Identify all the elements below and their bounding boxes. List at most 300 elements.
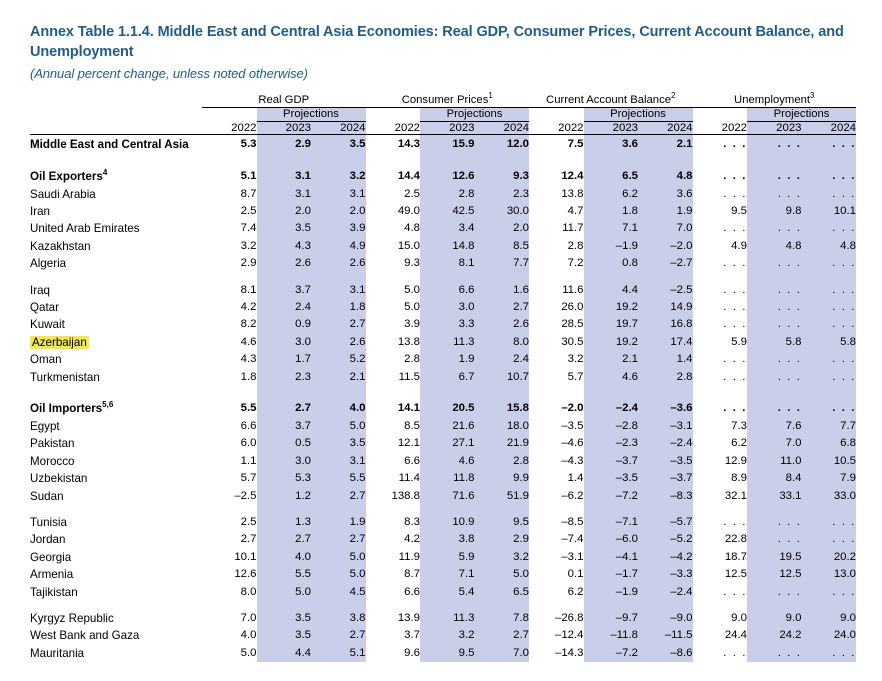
table-cell: 21.9 bbox=[475, 435, 530, 452]
table-cell: . . . bbox=[802, 514, 857, 531]
table-row bbox=[30, 514, 856, 531]
spacer-cell bbox=[475, 273, 530, 282]
table-cell: –4.6 bbox=[561, 437, 584, 450]
spacer-cell bbox=[311, 505, 366, 514]
table-cell: 15.9 bbox=[420, 134, 475, 154]
table-cell: 14.3 bbox=[366, 134, 421, 154]
table-cell: 26.0 bbox=[561, 301, 584, 314]
table-cell: 7.1 bbox=[420, 566, 475, 583]
footnote-marker: 5,6 bbox=[102, 400, 114, 410]
table-cell: 7.1 bbox=[584, 220, 639, 237]
table-cell: 2.7 bbox=[311, 627, 366, 644]
table-cell: 2.4 bbox=[257, 299, 312, 316]
row-label: Middle East and Central Asia bbox=[30, 134, 202, 154]
table-cell: 5.9 bbox=[420, 549, 475, 566]
table-cell: –2.4 bbox=[638, 435, 693, 452]
row-label: Oil Exporters$^4$ bbox=[30, 167, 108, 183]
table-cell: 4.2 bbox=[240, 301, 257, 314]
year-header: 2022 bbox=[231, 121, 257, 134]
table-cell: . . . bbox=[747, 220, 802, 237]
table-cell: 9.0 bbox=[747, 610, 802, 627]
table-cell: 2.5 bbox=[240, 205, 257, 218]
table-cell: 9.8 bbox=[747, 203, 802, 220]
table-cell: 3.8 bbox=[420, 531, 475, 548]
spacer-cell bbox=[529, 386, 584, 395]
table-cell: 7.3 bbox=[731, 419, 748, 432]
table-cell: 10.1 bbox=[802, 203, 857, 220]
table-cell: 11.3 bbox=[420, 334, 475, 351]
table-cell: –3.3 bbox=[638, 566, 693, 583]
spacer-cell bbox=[257, 154, 312, 163]
table-cell: . . . bbox=[802, 531, 857, 548]
table-cell: –5.7 bbox=[638, 514, 693, 531]
table-cell: . . . bbox=[802, 299, 857, 316]
table-cell: 5.3 bbox=[202, 134, 257, 154]
table-cell: 0.8 bbox=[584, 255, 639, 272]
table-cell: –3.7 bbox=[638, 470, 693, 487]
table-cell: 8.5 bbox=[404, 419, 420, 432]
table-cell: 5.4 bbox=[420, 584, 475, 601]
row-label: Iraq bbox=[30, 283, 50, 297]
table-cell: 6.2 bbox=[584, 186, 639, 203]
table-row bbox=[30, 488, 856, 505]
table-cell: 11.5 bbox=[398, 370, 420, 383]
table-cell: –2.0 bbox=[561, 401, 584, 414]
table-cell: –8.6 bbox=[638, 645, 693, 662]
header-projections-row bbox=[30, 108, 856, 122]
table-cell: 8.4 bbox=[747, 470, 802, 487]
table-cell: 5.0 bbox=[404, 283, 420, 296]
table-cell: 7.0 bbox=[240, 612, 257, 625]
footnote-marker: 3 bbox=[810, 91, 815, 100]
group-header-consumer-prices bbox=[366, 91, 530, 108]
year-header: 2023 bbox=[257, 122, 312, 135]
header-year-row bbox=[30, 122, 856, 135]
spacer-cell bbox=[638, 386, 693, 395]
table-cell: 5.0 bbox=[311, 549, 366, 566]
table-cell: . . . bbox=[802, 645, 857, 662]
table-row bbox=[30, 453, 856, 470]
table-cell: –1.9 bbox=[584, 584, 639, 601]
table-cell: . . . bbox=[802, 351, 857, 368]
spacer-cell bbox=[747, 273, 802, 282]
table-cell: –2.4 bbox=[638, 584, 693, 601]
table-cell: . . . bbox=[723, 401, 748, 414]
table-cell: 7.4 bbox=[240, 222, 257, 235]
table-cell: 19.7 bbox=[584, 316, 639, 333]
spacer-cell bbox=[529, 273, 584, 282]
spacer-cell bbox=[257, 505, 312, 514]
table-cell: . . . bbox=[802, 369, 857, 386]
table-cell: 10.5 bbox=[802, 453, 857, 470]
table-cell: 5.2 bbox=[311, 351, 366, 368]
row-label: Kuwait bbox=[30, 318, 65, 332]
row-label: Turkmenistan bbox=[30, 370, 100, 384]
table-cell: 33.0 bbox=[802, 488, 857, 505]
table-cell: 12.9 bbox=[724, 454, 748, 467]
table-cell: 3.1 bbox=[311, 186, 366, 203]
spacer-cell bbox=[202, 273, 257, 282]
spacer-cell bbox=[30, 273, 202, 282]
table-cell: 3.7 bbox=[404, 629, 420, 642]
row-spacer bbox=[30, 273, 856, 282]
table-cell: 2.7 bbox=[311, 488, 366, 505]
table-cell: 2.6 bbox=[475, 316, 530, 333]
spacer-cell bbox=[366, 154, 421, 163]
table-cell: 5.0 bbox=[311, 418, 366, 435]
table-cell: 24.2 bbox=[747, 627, 802, 644]
table-cell: . . . bbox=[747, 299, 802, 316]
table-cell: 4.9 bbox=[731, 239, 748, 252]
spacer-cell bbox=[693, 154, 748, 163]
row-label: Tajikistan bbox=[30, 585, 78, 599]
table-cell: 33.1 bbox=[747, 488, 802, 505]
table-cell: 3.5 bbox=[257, 627, 312, 644]
table-cell: 5.7 bbox=[240, 472, 257, 485]
table-cell: 4.0 bbox=[257, 549, 312, 566]
spacer-cell bbox=[30, 386, 202, 395]
table-cell: 2.7 bbox=[311, 531, 366, 548]
table-cell: 1.8 bbox=[311, 299, 366, 316]
table-cell: . . . bbox=[802, 255, 857, 272]
spacer-cell bbox=[311, 154, 366, 163]
table-cell: 5.9 bbox=[731, 335, 748, 348]
table-cell: 18.7 bbox=[724, 550, 748, 563]
table-cell: 0.1 bbox=[567, 568, 584, 581]
table-cell: 3.4 bbox=[420, 220, 475, 237]
table-cell: 6.6 bbox=[404, 454, 420, 467]
table-cell: 2.0 bbox=[311, 203, 366, 220]
table-cell: 8.9 bbox=[731, 472, 748, 485]
table-cell: –3.7 bbox=[584, 453, 639, 470]
table-cell: 4.8 bbox=[638, 163, 693, 186]
table-cell: 14.8 bbox=[420, 238, 475, 255]
table-cell: 5.8 bbox=[802, 334, 857, 351]
table-cell: –11.5 bbox=[638, 627, 693, 644]
table-cell: 4.8 bbox=[747, 238, 802, 255]
table-row bbox=[30, 299, 856, 316]
table-cell: 12.6 bbox=[420, 163, 475, 186]
table-cell: 1.8 bbox=[240, 370, 257, 383]
table-cell: 2.7 bbox=[311, 316, 366, 333]
table-cell: 8.0 bbox=[240, 585, 257, 598]
spacer-cell bbox=[311, 273, 366, 282]
projections-label: Projections bbox=[283, 107, 339, 120]
table-cell: 2.5 bbox=[240, 515, 257, 528]
table-body bbox=[30, 134, 856, 662]
table-cell: 5.1 bbox=[240, 169, 257, 182]
table-cell: . . . bbox=[747, 255, 802, 272]
title-block bbox=[0, 0, 882, 81]
table-cell: 15.0 bbox=[397, 239, 420, 252]
table-cell: 10.7 bbox=[475, 369, 530, 386]
table-cell: 9.0 bbox=[802, 610, 857, 627]
table-cell: 9.3 bbox=[404, 257, 420, 270]
row-label: Egypt bbox=[30, 419, 60, 433]
table-cell: 18.0 bbox=[475, 418, 530, 435]
table-cell: . . . bbox=[802, 584, 857, 601]
table-cell: 19.2 bbox=[584, 334, 639, 351]
table-cell: 1.8 bbox=[584, 203, 639, 220]
spacer-cell bbox=[693, 601, 748, 610]
table-cell: 12.0 bbox=[475, 134, 530, 154]
table-cell: 7.9 bbox=[802, 470, 857, 487]
year-header: 2022 bbox=[721, 121, 748, 134]
spacer-cell bbox=[420, 505, 475, 514]
spacer-cell bbox=[311, 386, 366, 395]
spacer-cell bbox=[202, 154, 257, 163]
table-row bbox=[30, 549, 856, 566]
spacer-cell bbox=[638, 273, 693, 282]
table-cell: 4.8 bbox=[802, 238, 857, 255]
table-cell: . . . bbox=[747, 369, 802, 386]
table-section-row bbox=[30, 134, 856, 154]
row-label: Georgia bbox=[30, 550, 72, 564]
table-cell: 8.1 bbox=[420, 255, 475, 272]
table-cell: 3.2 bbox=[240, 239, 257, 252]
table-cell: 4.8 bbox=[404, 222, 420, 235]
table-cell: 5.1 bbox=[311, 645, 366, 662]
table-row bbox=[30, 418, 856, 435]
table-cell: 2.9 bbox=[257, 134, 312, 154]
table-cell: 8.1 bbox=[240, 283, 257, 296]
table-cell: –3.5 bbox=[584, 470, 639, 487]
row-spacer bbox=[30, 386, 856, 395]
table-cell: 8.0 bbox=[475, 334, 530, 351]
table-cell: 12.5 bbox=[724, 568, 748, 581]
page-subtitle: (Annual percent change, unless noted otherwise) bbox=[30, 66, 308, 81]
year-header: 2024 bbox=[311, 122, 366, 135]
spacer-cell bbox=[747, 505, 802, 514]
table-cell: . . . bbox=[723, 585, 748, 598]
row-label: Kazakhstan bbox=[30, 239, 91, 253]
table-cell: 1.3 bbox=[257, 514, 312, 531]
table-cell: 3.1 bbox=[257, 186, 312, 203]
table-cell: 28.5 bbox=[561, 318, 584, 331]
table-cell: –6.0 bbox=[584, 531, 639, 548]
table-cell: –7.2 bbox=[584, 645, 639, 662]
table-cell: 4.7 bbox=[567, 205, 584, 218]
projections-label-current-account bbox=[584, 108, 693, 122]
table-cell: –2.0 bbox=[638, 238, 693, 255]
header-economy bbox=[30, 122, 202, 135]
table-cell: 3.6 bbox=[584, 134, 639, 154]
table-cell: –8.5 bbox=[561, 515, 584, 528]
table-cell: 2.6 bbox=[311, 334, 366, 351]
table-cell: 8.7 bbox=[240, 187, 257, 200]
table-cell: . . . bbox=[723, 222, 748, 235]
table-cell: 3.9 bbox=[311, 220, 366, 237]
table-cell: 19.2 bbox=[584, 299, 639, 316]
table-cell: 20.5 bbox=[420, 395, 475, 418]
table-cell: 6.2 bbox=[567, 585, 584, 598]
table-cell: 2.8 bbox=[475, 453, 530, 470]
year-header: 2024 bbox=[802, 122, 857, 135]
spacer-cell bbox=[693, 273, 748, 282]
table-cell: 27.1 bbox=[420, 435, 475, 452]
table-row bbox=[30, 627, 856, 644]
table-cell: . . . bbox=[802, 282, 857, 299]
table-cell: –2.5 bbox=[234, 489, 257, 502]
table-cell: 9.6 bbox=[404, 646, 420, 659]
table-cell: 9.5 bbox=[420, 645, 475, 662]
table-cell: 10.9 bbox=[420, 514, 475, 531]
spacer-cell bbox=[257, 386, 312, 395]
table-cell: –11.8 bbox=[584, 627, 639, 644]
table-cell: 5.0 bbox=[240, 646, 257, 659]
table-cell: 7.0 bbox=[475, 645, 530, 662]
table-cell: . . . bbox=[723, 318, 748, 331]
table-cell: 2.7 bbox=[257, 531, 312, 548]
table-cell: . . . bbox=[747, 163, 802, 186]
table-cell: 0.5 bbox=[257, 435, 312, 452]
table-cell: 3.8 bbox=[311, 610, 366, 627]
table-row bbox=[30, 645, 856, 662]
table-cell: 1.2 bbox=[257, 488, 312, 505]
table-cell: 19.5 bbox=[747, 549, 802, 566]
table-cell: 3.5 bbox=[311, 134, 366, 154]
table-row bbox=[30, 470, 856, 487]
year-header: 2022 bbox=[394, 121, 420, 134]
table-cell: 2.3 bbox=[257, 369, 312, 386]
table-cell: 3.6 bbox=[638, 186, 693, 203]
projections-label: Projections bbox=[610, 107, 666, 120]
table-cell: –14.3 bbox=[555, 646, 584, 659]
table-row bbox=[30, 316, 856, 333]
header-blank-2022-cab bbox=[529, 108, 584, 122]
spacer-cell bbox=[475, 154, 530, 163]
row-label: Tunisia bbox=[30, 515, 67, 529]
table-cell: 3.2 bbox=[420, 627, 475, 644]
year-header: 2023 bbox=[584, 122, 639, 135]
page-title: Annex Table 1.1.4. Middle East and Central Asia Economies: Real GDP, Consumer Prices, Current Account Balance, and Unemployment bbox=[30, 24, 844, 60]
row-label: Uzbekistan bbox=[30, 472, 88, 486]
table-cell: –4.2 bbox=[638, 549, 693, 566]
table-cell: 7.0 bbox=[638, 220, 693, 237]
spacer-cell bbox=[693, 505, 748, 514]
row-label: Saudi Arabia bbox=[30, 187, 96, 201]
table-cell: . . . bbox=[747, 282, 802, 299]
table-cell: 5.7 bbox=[567, 370, 584, 383]
table-cell: 24.4 bbox=[724, 629, 748, 642]
row-label: Algeria bbox=[30, 257, 67, 271]
table-cell: 2.7 bbox=[240, 533, 257, 546]
table-cell: . . . bbox=[747, 316, 802, 333]
table-cell: 11.7 bbox=[562, 222, 584, 235]
header-blank-2022-cpi bbox=[366, 108, 421, 122]
table-cell: . . . bbox=[693, 134, 748, 154]
table-cell: 2.5 bbox=[404, 187, 420, 200]
spacer-cell bbox=[30, 505, 202, 514]
table-row bbox=[30, 584, 856, 601]
table-cell: –2.4 bbox=[584, 395, 639, 418]
table-cell: . . . bbox=[802, 220, 857, 237]
table-cell: 3.2 bbox=[475, 549, 530, 566]
table-row bbox=[30, 203, 856, 220]
spacer-cell bbox=[366, 386, 421, 395]
table-cell: 4.3 bbox=[257, 238, 312, 255]
table-cell: –5.2 bbox=[638, 531, 693, 548]
projections-label: Projections bbox=[446, 107, 503, 120]
table-cell: –4.1 bbox=[584, 549, 639, 566]
table-cell: 4.6 bbox=[240, 335, 257, 348]
table-cell: 2.3 bbox=[475, 186, 530, 203]
table-cell: –3.1 bbox=[561, 550, 584, 563]
table-cell: 7.0 bbox=[747, 435, 802, 452]
table-cell: –3.1 bbox=[638, 418, 693, 435]
table-cell: 9.5 bbox=[475, 514, 530, 531]
spacer-cell bbox=[802, 601, 857, 610]
row-spacer bbox=[30, 154, 856, 163]
table-cell: 2.4 bbox=[475, 351, 530, 368]
table-cell: 2.7 bbox=[257, 395, 312, 418]
table-cell: 16.8 bbox=[638, 316, 693, 333]
row-label: Oman bbox=[30, 353, 62, 367]
table-cell: 6.5 bbox=[584, 163, 639, 186]
table-cell: 6.8 bbox=[802, 435, 857, 452]
table-cell: 4.6 bbox=[420, 453, 475, 470]
table-row bbox=[30, 186, 856, 203]
table-cell: . . . bbox=[723, 370, 748, 383]
table-cell: –4.3 bbox=[561, 454, 584, 467]
table-cell: . . . bbox=[802, 395, 857, 418]
table-cell: . . . bbox=[723, 257, 748, 270]
table-cell: 17.4 bbox=[638, 334, 693, 351]
table-cell: 51.9 bbox=[475, 488, 530, 505]
spacer-cell bbox=[638, 505, 693, 514]
table-container bbox=[0, 81, 882, 662]
year-header: 2024 bbox=[638, 122, 693, 135]
table-cell: 11.9 bbox=[398, 550, 420, 563]
row-label: Azerbaijan bbox=[32, 335, 87, 349]
spacer-cell bbox=[529, 154, 584, 163]
table-cell: 6.6 bbox=[404, 585, 420, 598]
header-blank bbox=[30, 108, 202, 122]
table-cell: –2.7 bbox=[638, 255, 693, 272]
spacer-cell bbox=[802, 273, 857, 282]
table-cell: . . . bbox=[747, 514, 802, 531]
table-cell: 9.9 bbox=[475, 470, 530, 487]
table-cell: 7.8 bbox=[475, 610, 530, 627]
table-cell: 138.8 bbox=[391, 489, 420, 502]
table-cell: 2.7 bbox=[475, 299, 530, 316]
table-cell: 6.6 bbox=[240, 419, 257, 432]
spacer-cell bbox=[366, 505, 421, 514]
table-cell: 20.2 bbox=[802, 549, 857, 566]
table-cell: 13.0 bbox=[802, 566, 857, 583]
projections-label-consumer-prices bbox=[420, 108, 529, 122]
table-cell: 2.1 bbox=[638, 134, 693, 154]
row-label: Jordan bbox=[30, 533, 66, 547]
table-cell: 21.6 bbox=[420, 418, 475, 435]
table-cell: . . . bbox=[802, 134, 857, 154]
spacer-cell bbox=[638, 154, 693, 163]
table-row bbox=[30, 282, 856, 299]
spacer-cell bbox=[529, 601, 584, 610]
table-cell: 4.6 bbox=[584, 369, 639, 386]
table-cell: . . . bbox=[747, 584, 802, 601]
table-cell: 2.8 bbox=[420, 186, 475, 203]
table-cell: 7.6 bbox=[747, 418, 802, 435]
group-header-unemployment bbox=[693, 91, 857, 108]
table-cell: 3.2 bbox=[567, 353, 584, 366]
table-cell: . . . bbox=[802, 316, 857, 333]
row-label: Sudan bbox=[30, 489, 64, 503]
table-cell: –8.3 bbox=[638, 488, 693, 505]
table-cell: 5.0 bbox=[475, 566, 530, 583]
table-row bbox=[30, 238, 856, 255]
table-row bbox=[30, 531, 856, 548]
